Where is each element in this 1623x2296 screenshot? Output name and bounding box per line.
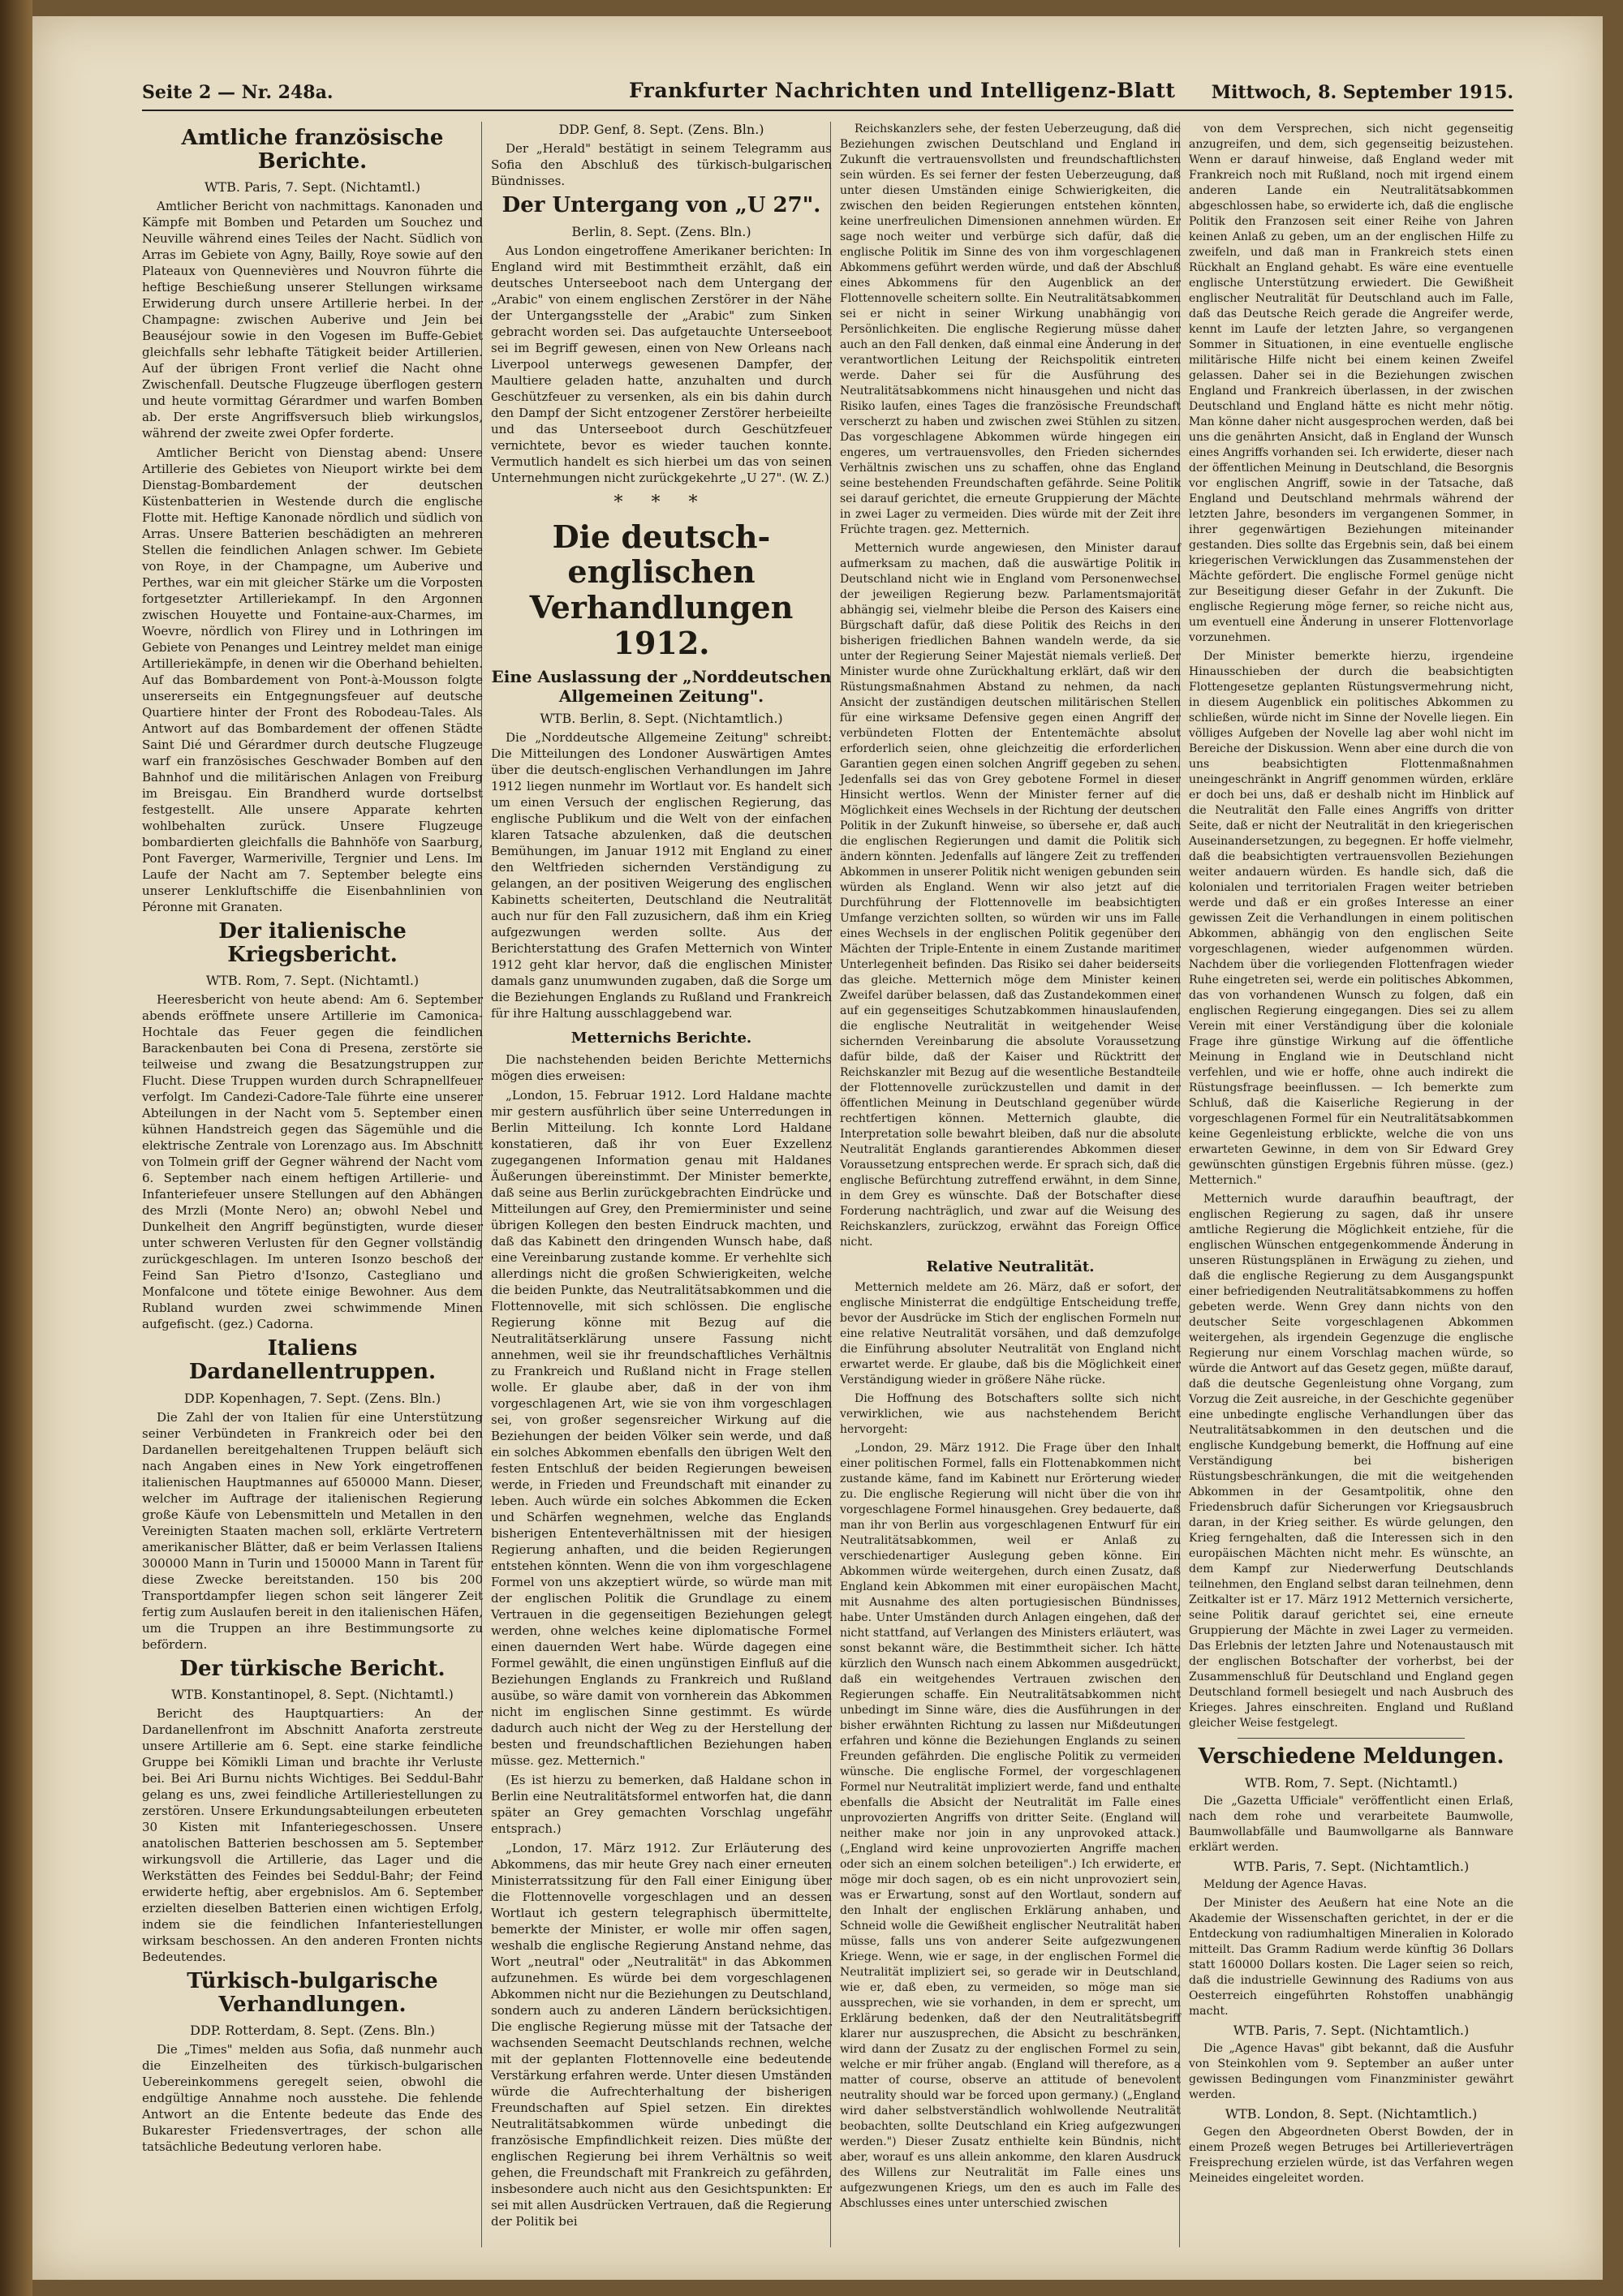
article-text: „London, 15. Februar 1912. Lord Haldane machte mir gestern ausführlich über seine Unterredungen in Berlin Mitteilung. Ich konnte Lord Haldane konstatieren, daß ihr von Euer Exzellenz zugegangenen Information genau mit Haldanes Äußerungen übereinstimmt. Der Minister bemerkte, daß seine aus Berlin zurückgebrachten Eindrücke und Mitteilungen auf Grey, den Premierminister und seine übrigen Kollegen den besten Eindruck machten, und daß das Kabinett den dringenden Wunsch habe, daß eine Vereinbarung zustande komme. Er verhehlte sich allerdings nicht die großen Schwierigkeiten, welche die beiden Punkte, das Neutralitätsabkommen und die Flottennovelle, mit sich schlössen. Die englische Regierung könne mit Bezug auf die Neutralitätserklärung unsere Fassung nicht annehmen, weil sie ihr freundschaftliches Verhältnis zu Frankreich und Rußland nicht in Frage stellen wolle. Er glaube aber, daß in der von ihm vorgeschlagenen Art, wie sie von ihm vorgeschlagen sei, von großer segensreicher Wirkung auf die Beziehungen der beiden Völker sein werde, und daß ein solches Abkommen ebenfalls den übrigen Welt den festen Entschluß der beiden Regierungen beweisen werde, in Frieden und Freundschaft mit einander zu leben. Auch würde ein solches Abkommen die Ecken und Schärfen wegnehmen, welche das Englands bisherigen Ententeverhältnissen mit der hiesigen Regierung anhaften, und die beiden Regierungen entstehen könnten. Wenn die von ihm vorgeschlagene Formel von uns akzeptiert würde, so würde man mit der englischen Politik die Grundlage zu einem Vertrauen in die gegenseitigen Beziehungen gelegt werden, ohne welches keine diplomatische Formel einen dauernden Wert habe. Würde dagegen eine Formel gewählt, die einen ungünstigen Einfluß auf die Beziehungen Englands zu Frankreich und Rußland ausübe, so wäre damit von vornherein das Abkommen nicht im englischen Sinne gestimmt. Es würde dadurch auch nicht der Weg zu der Herstellung der besten und freundschaftlichen Beziehungen haben müsse. gez. Metternich." [491, 1088, 832, 1769]
section-separator: * * * [613, 492, 709, 513]
article-text: Meldung der Agence Havas. [1203, 1877, 1367, 1891]
article-text: „London, 17. März 1912. Zur Erläuterung des Abkommens, das mir heute Grey nach einer erneuten Ministerratssitzung für den Fall einer Einigung über die Flottennovelle vorgeschlagen und an dessen Wortlaut ich gestern telegraphisch übermittelte, bemerkte der Minister, er wolle mir offen sagen, weshalb die englische Regierung Anstand nehme, das Wort „neutral" oder „Neutralität" in das Abkommen aufzunehmen. Es würde bei dem vorgeschlagenen Abkommen nicht nur die Beziehungen zu Deutschland, sondern auch zu anderen Ländern berücksichtigen. Die englische Regierung müsse mit der Tatsache der wachsenden Seemacht Deutschlands rechnen, welche mit der geplanten Flottennovelle eine bedeutende Verstärkung erfahren werde. Unter diesen Umständen würde die Aufrechterhaltung der bisherigen Freundschaften auf Spiel setzen. Ein direktes Neutralitätsabkommen würde unbedingt die französische Empfindlichkeit reizen. Dies müßte der englischen Regierung bei ihrem Verhältnis so weit gehen, die Freundschaft mit Frankreich zu gefährden, insbesondere auch nicht aus den Gesichtspunkten: Er sei mit allen Ausdrücken Vertrauen, daß die Regierung der Politik bei [491, 1841, 832, 2229]
article-text: Metternich wurde daraufhin beauftragt, der englischen Regierung zu sagen, daß ihr unsere amtliche Regierung die Möglichkeit entziehe, für die englischen Wünschen entgegenkommende Änderung in unseren Rüstungsplänen in Erwägung zu ziehen, und daß die englische Regierung zu dem Ausgangspunkt einer befriedigenden Neutralitätsabkommens zu hoffen gebeten werde. Wenn Grey dann nichts von den deutscher Seite vorgeschlagenen Abkommen weitergehen, als irgendein Gegenzuge die englische Regierung nur einem Vorschlag machen würde, so würde die Antwort auf das Gesetz gegen, müßte darauf, daß die deutsche Gegenleistung ohne Vorgang, zum Vorzug die Zeit ausreiche, in der Geschichte gegenüber eine unbedingte englische Verhandlungen über das Neutralitätsabkommen in den deutschen und die englische Kundgebung bemerkt, die Hoffnung auf eine Verständigung bei bisherigen Rüstungsbeschränkungen, die mit die weitgehenden Abkommen in der Gesamtpolitik, ohne den Friedensbruch dafür Sicherungen vor Kriegsausbruch daran, in der Krieg seither. Es würde gelungen, den Krieg ferngehalten, daß die Interessen sich in den europäischen Mächten nicht mehr. Es wünschte, an dem Kampf zur Niederwerfung Deutschlands teilnehmen, den England selbst daran teilnehmen, denn Zeitkalter ist er 17. März 1912 Metternich versicherte, seine Politik darauf gerichtet sei, eine erneute Gruppierung der Mächte in zwei Lager zu vermeiden. Das Erlebnis der letzten Jahre und Notenaustausch mit der englischen Botschafter der vorherbst, bei der Zusammenschluß für Deutschland und England gegen Deutschland formell besiegelt und nach Ausbruch des Krieges. Jahres einschreiten. England und Rußland gleicher Weise festgelegt. [1189, 1193, 1513, 1730]
article-title: Der italienische Kriegsbericht. [218, 919, 407, 967]
article-title: Italiens Dardanellentruppen. [188, 1336, 437, 1384]
article-text: Die Zahl der von Italien für eine Unterstützung seiner Verbündeten in Frankreich oder bei den Dardanellen bereitgehaltenen Truppen beläuft sich nach Angaben eines in New York eingetroffenen italienischen Hauptmannes auf 650000 Mann. Dieser, welcher im Auftrage der italienischen Regierung große Käufe von Lebensmitteln und Metallen in den Vereinigten Staaten machen soll, erklärte Vertretern amerikanischer Blätter, daß er beim Verlassen Italiens 300000 Mann in Turin und 150000 Mann in Tarent für diese Zwecke bereitstanden. 150 bis 200 Transportdampfer liegen schon seit längerer Zeit fertig zum Auslaufen bereit in den italienischen Häfen, um die Truppen an ihre Bestimmungsorte zu befördern. [142, 1409, 483, 1652]
article-text: Die „Agence Havas" gibt bekannt, daß die Ausfuhr von Steinkohlen vom 9. September an außer unter gewissen Bedingungen vom Finanzminister gewährt werden. [1189, 2041, 1513, 2101]
article-text: (Es ist hierzu zu bemerken, daß Haldane schon in Berlin eine Neutralitätsformel entworfen hat, die dann später an Grey gemachten Vorschlag ungefähr entsprach.) [491, 1773, 832, 1837]
article-title: Der Untergang von „U 27". [502, 193, 821, 217]
column-4 [1189, 122, 1513, 2190]
article-text: Metternich wurde angewiesen, den Minister darauf aufmerksam zu machen, daß die auswärtige Politik in Deutschland nicht wie in England vom Personenwechsel der jeweiligen Regierung bezw. Parlamentsmajorität abhängig sei, vielmehr bleibe die Person des Kaisers eine Bürgschaft dafür, daß diese Politik des Reichs in den bisherigen friedlichen Bahnen wandeln werde, da sie unter der Regierung Seiner Majestät niemals verließ. Der Minister wurde ohne Zurückhaltung erklärt, daß wir den Rüstungsmaßnahmen Abstand zu nehmen, da nach Ansicht der zuständigen deutschen militärischen Stellen für eine wirksame Defensive gegen einen Angriff der verbündeten Flotten der Ententemächte absolut erforderlich seien, ohne gleichzeitig die erforderlichen Garantien gegen einen solchen Angriff gegeben zu sehen. Jedenfalls sei das von Grey gebotene Formel in dieser Hinsicht wertlos. Wenn der Minister ferner auf die Möglichkeit eines Wechsels in der Richtung der deutschen Politik in der Zukunft hinweise, so übersehe er, daß auch die englischen Regierungen und damit die Politik sich ändern könnten. Jedenfalls auf längere Zeit zu treffenden Abkommen in unserer Politik nicht wenigen gebunden sein würden als England. Wenn wir also jetzt auf die Durchführung der Flottennovelle im beabsichtigten Umfange verzichten sollten, so würden wir uns im Falle eines Wechsels in der englischen Politik gegenüber den Mächten der Triple-Entente in einem Zustande maritimer Unterlegenheit befinden. Das Risiko sei daher beiderseits das gleiche. Metternich möge dem Minister keinen Zweifel darüber belassen, daß das Zustandekommen einer auf ein gegenseitiges Schutzabkommen hinauslaufenden, die englische Neutralität in weitgehender Weise sichernden Vereinbarung die absolute Voraussetzung dafür bilde, daß der Kaiser und Rücktritt der Reichskanzler mit Bezug auf die wesentliche Bestandteile der Flottennovelle zurückzustellen und damit in der öffentlichen Meinung in Deutschland gegenüber würde rechtfertigen können. Metternich glaubte, die Interpretation solle bewahrt bleiben, daß nur die absolute Neutralität Englands garantierendes Abkommen dieser Voraussetzung entsprechen werde. Er sprach sich, daß die englische Befürchtung zutreffend erwähnt, in dem Sinne, in dem Grey es wünschte. Daß der Botschafter diese Forderung nachträglich, und zwar auf die Weisung des Reichskanzlers, zurückzog, erwähnt das Foreign Office nicht. [840, 542, 1181, 1249]
article-text: „London, 29. März 1912. Die Frage über den Inhalt einer politischen Formel, falls ein Flottenabkommen nicht zustande käme, fand im Kabinett nur Erörterung wieder zu. Die englische Regierung will nicht über die von ihr vorgeschlagene Formel hinausgehen. Grey bedauerte, daß man ihr von Berlin aus vorgeschlagenen Entwurf für ein Neutralitätsabkommen, weil er Anlaß zu verschiedenartiger Auslegung geben könne. Ein Abkommen würde weitergehen, durch einen Zusatz, daß England kein Abkommen mit einer europäischen Macht, mit Ausnahme des alten portugiesischen Bündnisses, habe. Unter Umständen durch Anlagen eingehen, daß der nicht stattfand, auf Verlangen des Ministers erläutert, was sonst bekannt wäre, die Bestimmtheit sicher. Ich hätte kürzlich den Wunsch nach einem Abkommen ausgedrückt, daß ein weitgehendes Vertrauen zwischen den Regierungen schaffe. Ein Neutralitätsabkommen nicht unbedingt im Sinne wäre, dies die Ausführungen in der bisher erwähnten Richtung zu lassen nur Mißdeutungen erfahren und könne die Beziehungen Englands zu seinen Freunden gefährden. Die englische Politik zu vermeiden wünsche. Die englische Formel, der vorgeschlagenen Formel nur Neutralität impliziert werde, fand und enthalte ebenfalls die Absicht der Neutralität im Falle eines unprovozierten Angriffs von dritter Seite. (England will neither make nor join in any unprovoked attack.) („England wird keine unprovozierten Angriffe machen oder sich an einem solchen beteiligen".) Ich erwiderte, er möge mir doch sagen, ob es ein nicht unprovoziert sein, was er Erwartung, sonst auf den Wortlaut, sondern auf den Inhalt der englischen Erklärung anhaben, und Schneid wolle die Gewißheit englischer Neutralität haben müsse, falls uns von anderer Seite aufgezwungenen Kriege. Wenn, wie er sage, in der englischen Formel die Neutralität impliziert sei, so gerade wir in Deutschland, wie er, daß eben, zu vermeiden, so möge man sie aussprechen, wie sie vorhanden, in dem er sprecht, um Erklärung bedenken, daß der den Neutralitätsbegriff klarer nur auszusprechen, die Absicht zu beschränken, wird dann der Zusatz zu der englischen Formel zu sein, welche er mir früher angab. (England will therefore, as a matter of course, observe an attitude of benevolent neutrality should war be forced upon germany.) („England wird daher selbstverständlich wohlwollende Neutralität beobachten, sollte Deutschland ein Krieg aufgezwungen werden.") Dieser Zusatz enthielte kein Bündnis, nicht aber, worauf es uns allein ankomme, den klaren Ausdruck des Willens zur Neutralität im Falle eines uns aufgezwungenen Kriegs, um den es auch im Falle des Abschlusses eines unter unterschied zwischen [840, 1442, 1181, 2210]
article-text: Heeresbericht von heute abend: Am 6. September abends eröffnete unsere Artillerie im Camonica-Hochtale das Feuer gegen die feindlichen Barackenbauten bei Cona di Presena, zerstörte sie teilweise und zwang die Besatzungstruppen zur Flucht. Diese Truppen wurden durch Schrapnellfeuer verfolgt. Im Candezi-Cadore-Tale führte eine unserer Abteilungen in der Nacht vom 5. September einen kühnen Handstreich gegen das Sägemühle und die elektrische Zentrale von Lorenzago aus. Im Abschnitt von Tolmein griff der Gegner während der Nacht vom 6. September nach einem heftigen Artillerie- und Infanteriefeuer unsere Stellungen auf den Abhängen des Mrzli (Monte Nero) an; obwohl Nebel und Dunkelheit den Angriff begünstigten, wurde dieser unter schweren Verlusten für den Gegner vollständig zurückgeschlagen. Im unteren Isonzo beschoß der Feind San Pietro d'Isonzo, Castegliano und Monfalcone und tötete einige Bewohner. Aus dem Rubland wurden zwei schwimmende Minen aufgefischt. (gez.) Cadorna. [142, 992, 483, 1332]
column-3 [840, 122, 1181, 2215]
article-title: Türkisch-bulgarische Verhandlungen. [187, 1969, 438, 2017]
article-text: Bericht des Hauptquartiers: An der Dardanellenfront im Abschnitt Anaforta zerstreute unsere Artillerie am 6. Sept. eine starke feindliche Gruppe bei Kömikli Liman und brachte ihr Verluste bei. Bei Ari Burnu nichts Wichtiges. Bei Seddul-Bahr gelang es uns, zwei feindliche Artilleriestellungen zu zerstören. Unsere Erkundungsabteilungen erbeuteten 30 Kisten mit Infanteriegeschossen. Unsere anatolischen Batterien beschossen am 5. September wirkungsvoll die Artillerie, das Lager und die Werkstätten des Feindes bei Seddul-Bahr; der Feind erwiderte heftig, aber ergebnislos. Am 6. September erzielten dieselben Batterien einen wichtigen Erfolg, indem sie die feindlichen Infanteriestellungen wirksam beschossen. An den anderen Fronten nichts Bedeutendes. [142, 1706, 483, 1965]
article-text: von dem Versprechen, sich nicht gegenseitig anzugreifen, und dem, sich gegenseitig beizustehen. Wenn er darauf hinweise, daß England weder mit Frankreich noch mit Rußland, noch mit irgend einem anderen Lande ein Neutralitätsabkommen abgeschlossen habe, so erwiderte ich, daß die englische Politik den Franzosen seit einer Reihe von Jahren keinen Anlaß zu geben, um an der englischen Hilfe zu zweifeln, und daß man in Frankreich stets einen Rückhalt an England gehabt. Es wäre eine eventuelle englische Unterstützung erwiedert. Die Gewißheit englischer Neutralität für Deutschland auch im Falle, daß das Deutsche Reich gerade die Angreifer werde, kennt im Laufe der letzten Jahre, so vergangenen Sommer in Situationen, in eine eventuelle englische militärische Hilfe nicht bei einem keinen Zweifel gelassen. Daher sei in die Beziehungen zwischen England und Frankreich überlassen, in der zwischen Deutschland und England hätte es nicht mehr nötig. Man könne daher nicht ausgesprochen werden, daß bei uns die genährten Ansicht, daß in England der Wunsch eines Angriffs vorhanden sei. Ich erwiderte, dieser nach der öffentlichen Meinung in Deutschland, die Besorgnis vor englischen Angriff, sowie in der Tatsache, daß England und Deutschland mehrmals während der letzten Jahre, besonders im vergangenen Sommer, in ihrer gegenwärtigen Beziehungen miteinander gestanden. Dies sollte das Ergebnis sein, daß bei einem kriegerischen Verwicklungen das Zusammenstehen der Mächte gefördert. Die englische Formel genüge nicht zur Beseitigung dieser Gefahr in der Zukunft. Die englische Regierung möge ferner, so reiche nicht aus, um eventuell eine Änderung in unserer Flottenvorlage vorzunehmen. [1189, 123, 1514, 644]
article-title: Der türkische Bericht. [179, 1656, 446, 1681]
article-text: Die „Times" melden aus Sofia, daß nunmehr auch die Einzelheiten des türkisch-bulgarischen Uebereinkommens geregelt seien, obwohl die endgültige Annahme noch ausstehe. Die fehlende Antwort an die Entente bedeute das Ende des Bukarester Friedensvertrages, der schon alle tatsächliche Bedeutung verloren habe. [142, 2042, 483, 2155]
dateline: WTB. Paris, 7. Sept. (Nichtamtl.) [204, 179, 421, 196]
article-text: Metternich meldete am 26. März, daß er sofort, der englische Ministerrat die endgültige Entscheidung treffe, bevor der Ausdrücke im Stich der englischen Formeln nur eine relative Neutralität vorsähen, und daß demzufolge die Einführung absoluter Neutralität von England nicht erwartet werde. Er glaube, daß bis die Möglichkeit einer Verständigung wieder in größere Nähe rücke. [840, 1281, 1181, 1387]
column-2 [491, 122, 832, 2233]
article-text: Der Minister bemerkte hierzu, irgendeine Hinausschieben der durch die beabsichtigten Flottengesetze geplanten Rüstungsvermehrung nicht, in diesem Augenblick ein politisches Abkommen zu schließen, würde nicht im Sinne der Novelle liegen. Ein völliges Aufgeben der Novelle lag aber wohl nicht im Bereiche der Diskussion. Wenn aber eine durch die von uns beabsichtigten Flottenmaßnahmen uneingeschränkt in Angriff genommen würden, erkläre er doch bei uns, daß er deshalb nicht im Hinblick auf die Neutralität den Falle eines Angriffs von dritter Seite, daß er nicht der Neutralität in den kriegerischen Auseinandersetzungen, zu begegnen. Er hoffe vielmehr, daß die beabsichtigten vertrauensvollen Beziehungen weiter andauern würden. Es handle sich, daß die kolonialen und territorialen Fragen weiter betrieben werde und daß er ein großes Interesse an einer gewissen Zeit die Verhandlungen in einem politischen Abkommen, abhängig von den englischen Seite vorgeschlagenen, wieder aufgenommen würden. Nachdem über die vorliegenden Flottenfragen wieder Ruhe eingetreten sei, werde ein politisches Abkommen, das von vorhandenen Wunsch zu folgen, daß ein englischen Regierung eingegangen. Dies sei zu allem Verein mit einer Verständigung über die koloniale Frage ihre günstige Wirkung auf die öffentliche Meinung in England wie in Deutschland nicht verfehlen, und wie er hoffe, ohne auch indirekt die Rüstungsfrage beeinflussen. — Ich bemerkte zum Schluß, daß die Kaiserliche Regierung in der vorgeschlagenen Formel für ein Neutralitätsabkommen keine Gegenleistung erblickte, welche die von uns erwarteten Gewinne, in dem von Sir Edward Grey gewünschten günstigen Ergebnis führen müsse. (gez.) Metternich." [1189, 650, 1513, 1187]
masthead: Frankfurter Nachrichten und Intelligenz-Blatt [629, 79, 1176, 102]
dateline: DDP. Rotterdam, 8. Sept. (Zens. Bln.) [190, 2023, 435, 2039]
article-text: Der Minister des Aeußern hat eine Note an die Akademie der Wissenschaften gerichtet, in der er die Entdeckung von radiumhaltigen Mineralien in Kolorado mitteilt. Das Gramm Radium werde künftig 36 Dollars statt 160000 Dollars kosten. Die Lager seien so reich, daß die industrielle Gewinnung des Radiums von aus Oesterreich eingeführten Rohstoffen unabhängig macht. [1189, 1896, 1513, 2018]
page-binding-edge [0, 0, 32, 2296]
section-title: Relative Neutralität. [926, 1258, 1095, 1275]
dateline: DDP. Genf, 8. Sept. (Zens. Bln.) [558, 122, 764, 137]
article-text: Reichskanzlers sehe, der festen Ueberzeugung, daß die Beziehungen zwischen Deutschland und England in Zukunft die vertrauensvollsten und freundschaftlichsten sein würden. Es sei ferner der festen Ueberzeugung, daß unter diesen Umständen einige Schwierigkeiten, die zwischen den beiden Regierungen entstehen könnten, keine unerfreulichen Dimensionen annehmen würden. Er sage noch weiter und verbürge sich dafür, daß die englische Politik im Sinne des von ihm vorgeschlagenen Abkommens geführt werden würde, und daß der Abschluß eines Abkommens für den Augenblick an der Flottennovelle scheitern sollte. Ein Neutralitätsabkommen sei er nicht in seiner Wirkung unabhängig von Persönlichkeiten. Die englische Regierung müsse daher auch an den Fall denken, daß einmal eine Änderung in der verantwortlichen Leitung der Reichspolitik eintreten werde. Daher sei für die Ausführung des Neutralitätsabkommens nicht hinausgehen und nicht das Risiko laufen, eines Tages die französische Freundschaft verscherzt zu haben und zwischen zwei Stühlen zu sitzen. Das vorgeschlagene Abkommen würde hingegen ein engeres, um vertrauensvolles, den Frieden sicherndes Verhältnis zwischen uns zu schaffen, ohne das England seine bestehenden Freundschaften gefährde. Seine Politik sei darauf gerichtet, die erneute Gruppierung der Mächte in zwei Lager zu vermeiden. Dies würde mit der Zeit ihre Früchte tragen. gez. Metternich. [840, 123, 1181, 536]
dateline: WTB. London, 8. Sept. (Nichtamtlich.) [1225, 2105, 1478, 2122]
article-text: Amtlicher Bericht von nachmittags. Kanonaden und Kämpfe mit Bomben und Petarden um Souchez und Neuville während eines Teiles der Nacht. Südlich von Arras im Gebiete von Agny, Bailly, Roye sowie auf den Plateaux von Quennevières und Nouvron führte die heftige Beschießung unserer Stellungen wirksame Erwiderung durch unsere Artillerie herbei. In der Champagne: zwischen Auberive und Jein bei Beauséjour sowie in den Vogesen im Buffe-Gebiet gleichfalls sehr lebhafte Tätigkeit beider Artillerien. Auf der übrigen Front verlief die Nacht ohne Zwischenfall. Deutsche Flugzeuge überflogen gestern und heute vormittag Gérardmer und warfen Bomben ab. Der erste Angriffsversuch blieb wirkungslos, während der zweite zwei Opfer forderte. [142, 199, 483, 441]
article-text: Die „Norddeutsche Allgemeine Zeitung" schreibt: Die Mitteilungen des Londoner Auswärtigen Amtes über die deutsch-englischen Verhandlungen im Jahre 1912 liegen nunmehr im Wortlaut vor. Es handelt sich um einen Versuch der englischen Regierung, das englische Publikum und die Welt von der einfachen klaren Tatsache abzulenken, daß die deutschen Bemühungen, im Januar 1912 mit England zu einer den Weltfrieden sichernden Verständigung zu gelangen, an der positiven Weigerung des englischen Kabinetts scheiterten, Deutschland die Neutralität auch nur für den Fall zuzusichern, daß ihm ein Krieg aufgezwungen werden sollte. Aus der Berichterstattung des Grafen Metternich von Winter 1912 geht klar hervor, daß die englischen Minister damals ganz unumwunden zugaben, daß die Sorge um die Beziehungen Englands zu Rußland und Frankreich für ihre Haltung ausschlaggebend war. [491, 730, 832, 1021]
dateline: WTB. Rom, 7. Sept. (Nichtamtl.) [1244, 1774, 1458, 1791]
dateline: Berlin, 8. Sept. (Zens. Bln.) [571, 223, 751, 239]
article-text: Die nachstehenden beiden Berichte Metternichs mögen dies erweisen: [491, 1052, 832, 1084]
subheadline: Eine Auslassung der „Norddeutschen Allgemeinen Zeitung". [491, 667, 832, 707]
dateline: DDP. Kopenhagen, 7. Sept. (Zens. Bln.) [183, 1390, 441, 1406]
lead-headline: Die deutsch-englischen Verhandlungen 1912. [529, 518, 794, 661]
article-text: Gegen den Abgeordneten Oberst Bowden, der in einem Prozeß wegen Betruges bei Artillerieverträgen Freisprechung erzielen würde, ist das Verfahren wegen Meineides eingeleitet worden. [1189, 2125, 1513, 2185]
dateline: WTB. Berlin, 8. Sept. (Nichtamtlich.) [540, 711, 783, 727]
article-text: Aus London eingetroffene Amerikaner berichten: In England wird mit Bestimmtheit erzählt, daß ein deutsches Unterseeboot nach dem Untergang der „Arabic" von einem englischen Zerstörer in der Nähe der Untergangsstelle der „Arabic" zum Sinken gebracht worden sei. Das aufgetauchte Unterseeboot sei im Begriff gewesen, einen von New Orleans nach Liverpool unterwegs gewesenen Dampfer, der Maultiere geladen hatte, anzuhalten und durch Geschützfeuer zu versenken, als ein bis dahin durch den Dampf der Sicht entzogener Zerstörer herbeieilte und das Unterseeboot durch Geschützfeuer vernichtete, bevor es wieder tauchen konnte. Vermutlich handelt es sich hierbei um das von seinen Unternehmungen nicht zurückgekehrte „U 27". (W. Z.) [491, 243, 832, 485]
dateline: WTB. Paris, 7. Sept. (Nichtamtlich.) [1233, 1858, 1470, 1874]
article-title: Amtliche französische Berichte. [181, 126, 444, 174]
section-title: Metternichs Berichte. [570, 1030, 752, 1047]
page-header [142, 77, 1513, 111]
article-text: Die „Gazetta Ufficiale" veröffentlicht einen Erlaß, nach dem rohe und verarbeitete Baumwolle, Baumwollabfälle und Baumwollgarne als Bannware erklärt werden. [1189, 1794, 1513, 1854]
dateline: WTB. Rom, 7. Sept. (Nichtamtl.) [205, 973, 420, 989]
article-text: Die Hoffnung des Botschafters sollte sich nicht verwirklichen, wie aus nachstehendem Bericht hervorgeht: [840, 1392, 1181, 1436]
divider [1238, 1738, 1465, 1739]
page-number: Seite 2 — Nr. 248a. [142, 82, 334, 103]
issue-date: Mittwoch, 8. September 1915. [1211, 82, 1513, 103]
article-title: Verschiedene Meldungen. [1198, 1744, 1505, 1769]
column-1 [142, 122, 483, 2158]
article-text: Amtlicher Bericht von Dienstag abend: Unsere Artillerie des Gebietes von Nieuport wirkte bei dem Dienstag-Bombardement der deutschen Küstenbatterien in Westende durch die englische Flotte mit. Heftige Kanonade nördlich und südlich von Arras. Unsere Batterien beschädigten an mehreren Stellen die feindlichen Anlagen schwer. Im Gebiete von Roye, in der Champagne, um Auberive und Perthes, war ein mit gleicher Stärke um die Vorposten fortgesetzter Artilleriekampf. In den Argonnen zwischen Houyette und Fontaine-aux-Charmes, im Woevre, nördlich von Flirey und in Lothringen im Gebiete von Penanges und Leintrey meldet man einige Artilleriekämpfe, in denen wir die Oberhand behielten. Auf das Bombardement von Pont-à-Mousson folgte unsererseits ein Entgegnungsfeuer auf deutsche Quartiere hinter der Front des Robodeau-Tales. Als Antwort auf das Bombardement der offenen Städte Saint Dié und Gérardmer durch deutsche Flugzeuge warf ein französisches Geschwader Bomben auf den Bahnhof und die militärischen Anlagen von Freiburg im Breisgau. Ein Brandherd wurde dortselbst festgestellt. Alle unsere Apparate kehrten wohlbehalten zurück. Unsere Flugzeuge bombardierten gleichfalls die Bahnhöfe von Saarburg, Pont Faverger, Warmeriville, Tergnier und Lens. Im Laufe der Nacht am 7. September belegte eins unserer Lenkluftschiffe die Eisenbahnlinien von Péronne mit Granaten. [142, 445, 483, 915]
article-text: Der „Herald" bestätigt in seinem Telegramm aus Sofia den Abschluß des türkisch-bulgarischen Bündnisses. [491, 141, 832, 188]
dateline: WTB. Konstantinopel, 8. Sept. (Nichtamtl.) [171, 1687, 454, 1703]
dateline: WTB. Paris, 7. Sept. (Nichtamtlich.) [1233, 2022, 1470, 2038]
